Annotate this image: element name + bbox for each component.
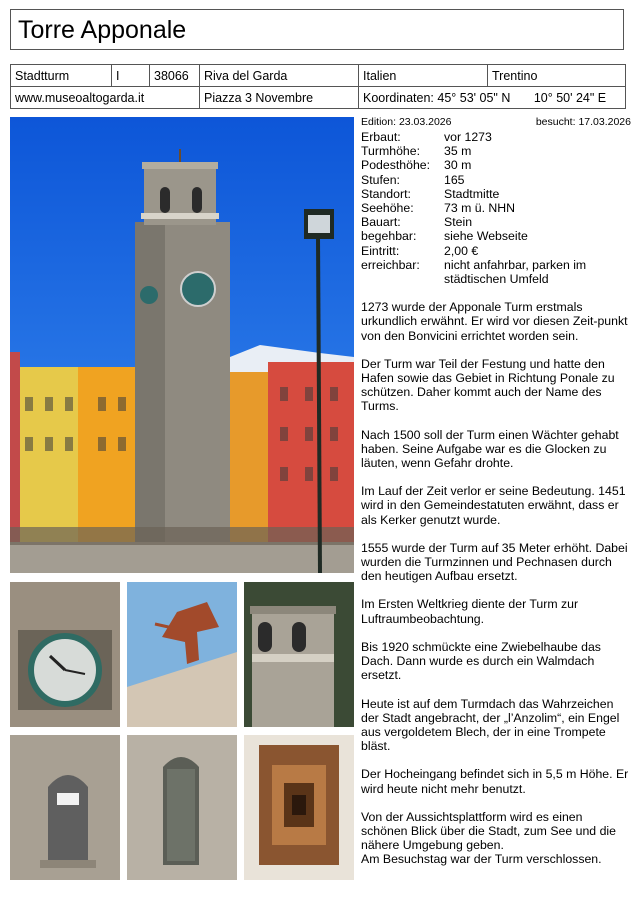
postcode: 38066 bbox=[150, 65, 200, 87]
fact-row bbox=[361, 173, 631, 187]
fact-label: Turmhöhe: bbox=[361, 144, 421, 159]
fact-row bbox=[361, 144, 631, 158]
edition-date: Edition: 23.03.2026 bbox=[361, 116, 452, 128]
fact-value: Stein bbox=[444, 215, 473, 230]
fact-row bbox=[361, 158, 631, 172]
city: Riva del Garda bbox=[200, 65, 359, 87]
tower-type: Stadtturm bbox=[11, 65, 112, 87]
entrance-door-photo bbox=[10, 735, 120, 880]
page-title: Torre Apponale bbox=[18, 16, 187, 44]
fact-value: 73 m ü. NHN bbox=[444, 201, 516, 216]
staircase-photo bbox=[244, 735, 354, 880]
fact-label: Erbaut: bbox=[361, 130, 401, 144]
window-photo bbox=[127, 735, 237, 880]
fact-row bbox=[361, 244, 631, 258]
angel-photo bbox=[127, 582, 237, 727]
coordinates-label: Koordinaten: bbox=[363, 90, 434, 105]
fact-label: begehbar: bbox=[361, 229, 417, 244]
clock-photo bbox=[10, 582, 120, 727]
info-table bbox=[10, 64, 626, 109]
fact-label: Eintritt: bbox=[361, 243, 400, 258]
fact-row bbox=[361, 258, 631, 286]
info-row-location bbox=[11, 65, 626, 87]
fact-value: vor 1273 bbox=[444, 130, 492, 144]
country-code: I bbox=[112, 65, 150, 87]
fact-label: Podesthöhe: bbox=[361, 158, 431, 173]
address: Piazza 3 Novembre bbox=[200, 87, 359, 109]
fact-value: 165 bbox=[444, 172, 465, 187]
fact-row bbox=[361, 187, 631, 201]
fact-value: 30 m bbox=[444, 158, 472, 173]
paragraph: 1555 wurde der Turm auf 35 Meter erhöht. Dabei wurden die Turmzinnen und Pechnasen durch den heutigen Aufbau ersetzt. bbox=[361, 540, 628, 584]
fact-row bbox=[361, 215, 631, 229]
paragraph: Der Hocheingang befindet sich in 5,5 m Höhe. Er wird heute nicht mehr benutzt. bbox=[361, 767, 629, 796]
paragraph: Im Lauf der Zeit verlor er seine Bedeutung. 1451 wird in den Gemeindestatuten erwähnt, dass er als Kerker genutzt wurde. bbox=[361, 484, 626, 527]
paragraph: Der Turm war Teil der Festung und hatte den Hafen sowie das Gebiet in Richtung Ponale zu schützen. Daher kommt auch der Name des Turms. bbox=[361, 356, 615, 414]
main-tower-photo bbox=[10, 117, 354, 573]
paragraph: Heute ist auf dem Turmdach das Wahrzeichen der Stadt angebracht, der „l’Anzolim“, ein Engel aus vergoldetem Blech, der in eine Trompete bläst. bbox=[361, 696, 620, 754]
edition-line bbox=[361, 116, 631, 129]
description-column bbox=[361, 116, 631, 867]
fact-list bbox=[361, 130, 631, 286]
fact-row bbox=[361, 201, 631, 215]
fact-value: 35 m bbox=[444, 144, 472, 159]
fact-row bbox=[361, 229, 631, 243]
fact-label: Stufen: bbox=[361, 172, 400, 187]
fact-label: Standort: bbox=[361, 186, 411, 201]
paragraph: Am Besuchstag war der Turm verschlossen. bbox=[361, 852, 602, 867]
fact-label: Seehöhe: bbox=[361, 201, 414, 216]
coordinates bbox=[359, 87, 626, 109]
tower-top-photo bbox=[244, 582, 354, 727]
paragraph: Von der Aussichtsplattform wird es einen schönen Blick über die Stadt, zum See und die nähere Umgebung geben. bbox=[361, 809, 616, 853]
paragraph: Nach 1500 soll der Turm einen Wächter gehabt haben. Seine Aufgabe war es die Glocken zu läuten, wenn Gefahr drohte. bbox=[361, 427, 619, 471]
region: Trentino bbox=[488, 65, 626, 87]
longitude: 10° 50' 24" E bbox=[533, 90, 607, 105]
latitude: 45° 53' 05" N bbox=[437, 90, 511, 105]
country: Italien bbox=[359, 65, 488, 87]
website-link[interactable]: www.museoaltogarda.it bbox=[11, 87, 200, 109]
visited-date: besucht: 17.03.2026 bbox=[535, 116, 631, 128]
paragraph: 1273 wurde der Apponale Turm erstmals urkundlich erwähnt. Er wird vor diesen Zeit-punkt von den Bonvicini errichtet worden sein. bbox=[361, 300, 628, 343]
paragraph: Bis 1920 schmückte eine Zwiebelhaube das Dach. Dann wurde es durch ein Walmdach ersetzt. bbox=[361, 639, 601, 683]
info-row-address bbox=[11, 87, 626, 109]
fact-value: Stadtmitte bbox=[444, 186, 500, 201]
fact-label: Bauart: bbox=[361, 215, 401, 230]
fact-row bbox=[361, 130, 631, 144]
fact-value: nicht anfahrbar, parken im städtischen Umfeld bbox=[444, 257, 587, 287]
fact-value: 2,00 € bbox=[444, 243, 479, 258]
paragraph: Im Ersten Weltkrieg diente der Turm zur Luftraumbeobachtung. bbox=[361, 597, 579, 626]
fact-value: siehe Webseite bbox=[444, 229, 528, 244]
fact-label: erreichbar: bbox=[361, 257, 420, 272]
title-box bbox=[10, 9, 624, 50]
